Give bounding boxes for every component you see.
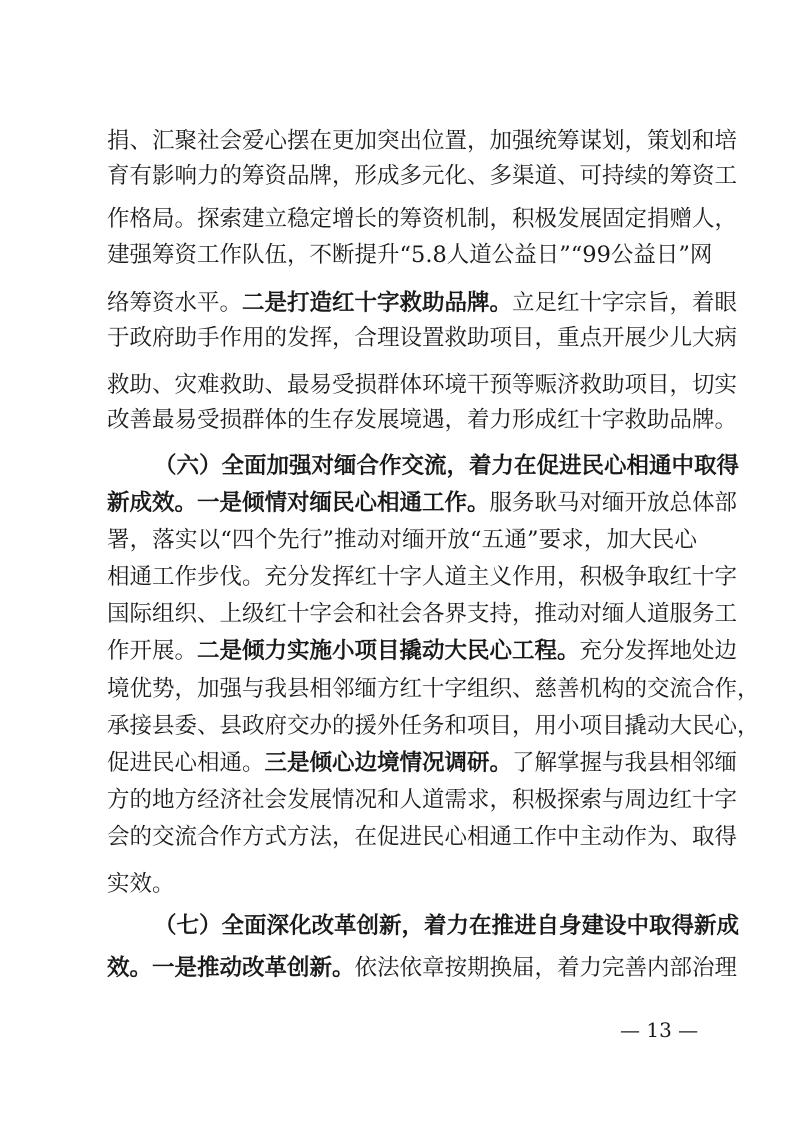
text-run: 捐、汇聚社会爱心摆在更加突出位置，加强统筹谋划，策划和培 xyxy=(107,128,738,154)
text-line xyxy=(107,488,738,518)
text-run: 育有影响力的筹资品牌，形成多元化、多渠道、可持续的筹资工 xyxy=(107,163,738,189)
bold-text-run: （六）全面加强对缅合作交流，着力在促进民心相通中取得 xyxy=(154,453,740,479)
bold-text-run: 二是打造红十字救助品牌。 xyxy=(242,290,513,316)
text-line xyxy=(154,911,740,941)
text-line xyxy=(107,323,738,353)
text-run: 会的交流合作方式方法，在促进民心相通工作中主动作为、取得 xyxy=(107,824,738,850)
text-line xyxy=(107,869,697,899)
text-run: 充分发挥地处边 xyxy=(579,638,738,664)
text-line xyxy=(154,451,740,481)
bold-text-run: 三是倾心边境情况调研。 xyxy=(264,750,513,776)
text-run: 络筹资水平。 xyxy=(107,290,243,316)
text-line xyxy=(107,525,697,555)
text-line xyxy=(107,240,713,270)
text-line xyxy=(107,562,738,592)
bold-text-run: 新成效。一是倾情对缅民心相通工作。 xyxy=(107,490,490,516)
text-run: 境优势，加强与我县相邻缅方红十字组织、慈善机构的交流合作， xyxy=(107,676,760,702)
text-run: 了解掌握与我县相邻缅 xyxy=(512,750,738,776)
text-line xyxy=(107,288,738,318)
text-run: 依法依章按期换届，着力完善内部治理 xyxy=(354,955,738,981)
text-run: 实效。 xyxy=(107,871,175,897)
text-line xyxy=(107,785,738,815)
text-run: 促进民心相通。 xyxy=(107,750,265,776)
bold-text-run: （七）全面深化改革创新，着力在推进自身建设中取得新成 xyxy=(154,913,740,939)
text-line xyxy=(107,405,738,435)
text-line xyxy=(107,636,738,666)
bold-text-run: 二是倾力实施小项目撬动大民心工程。 xyxy=(197,638,580,664)
text-run: 方的地方经济社会发展情况和人道需求，积极探索与周边红十字 xyxy=(107,787,738,813)
text-line xyxy=(107,599,738,629)
text-line xyxy=(107,161,738,191)
text-run: 于政府助手作用的发挥，合理设置救助项目，重点开展少儿大病 xyxy=(107,325,738,351)
text-line xyxy=(107,204,738,234)
text-line xyxy=(107,711,760,741)
text-run: 建强筹资工作队伍，不断提升“5.8人道公益日”“99公益日”网 xyxy=(107,242,713,268)
text-run: 署，落实以“四个先行”推动对缅开放“五通”要求，加大民心 xyxy=(107,527,697,553)
text-run: 相通工作步伐。充分发挥红十字人道主义作用，积极争取红十字 xyxy=(107,564,738,590)
bold-text-run: 效。一是推动改革创新。 xyxy=(107,955,355,981)
text-run: 国际组织、上级红十字会和社会各界支持，推动对缅人道服务工 xyxy=(107,601,738,627)
page-number: — 13 — xyxy=(620,1018,699,1042)
text-run: 改善最易受损群体的生存发展境遇，着力形成红十字救助品牌。 xyxy=(107,407,738,433)
text-run: 救助、灾难救助、最易受损群体环境干预等赈济救助项目，切实 xyxy=(107,372,738,398)
text-line xyxy=(107,953,738,983)
text-line xyxy=(107,126,738,156)
text-run: 作开展。 xyxy=(107,638,198,664)
text-run: 服务耿马对缅开放总体部 xyxy=(489,490,738,516)
text-run: 承接县委、县政府交办的援外任务和项目，用小项目撬动大民心， xyxy=(107,713,760,739)
text-line xyxy=(107,822,738,852)
text-line xyxy=(107,748,738,778)
text-line xyxy=(107,674,760,704)
text-run: 作格局。探索建立稳定增长的筹资机制，积极发展固定捐赠人， xyxy=(107,206,738,232)
text-run: 立足红十字宗旨，着眼 xyxy=(512,290,738,316)
text-line xyxy=(107,370,738,400)
